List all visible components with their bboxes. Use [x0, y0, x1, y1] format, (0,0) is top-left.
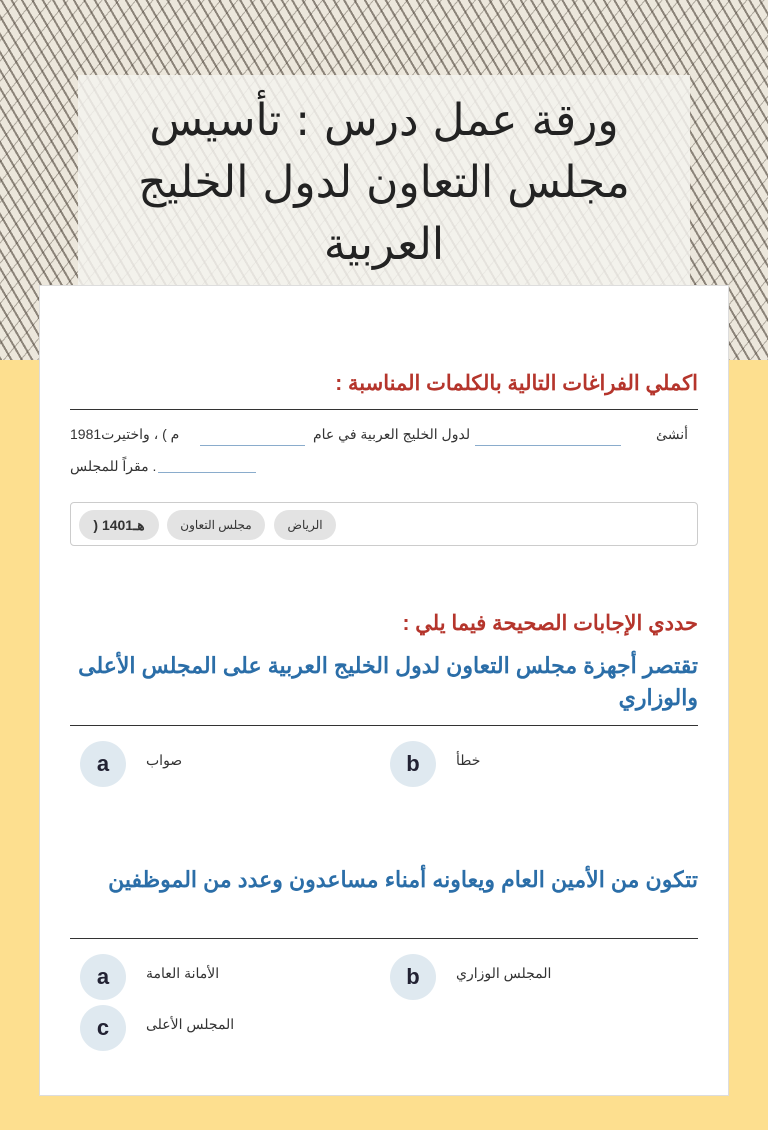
- blank-3[interactable]: [158, 453, 256, 473]
- option-label: الأمانة العامة: [146, 964, 220, 981]
- option-letter: c: [80, 1005, 126, 1051]
- option-label: خطأ: [456, 751, 481, 768]
- option-c[interactable]: [80, 1005, 234, 1051]
- option-letter: b: [390, 741, 436, 787]
- option-label: المجلس الأعلى: [146, 1015, 235, 1032]
- worksheet-card: [39, 285, 729, 1096]
- sentence-part: مقراً للمجلس .: [70, 458, 157, 474]
- option-label: صواب: [146, 751, 183, 768]
- divider: [70, 409, 698, 410]
- page-title: ورقة عمل درس : تأسيس مجلس التعاون لدول الخليج العربية: [138, 94, 630, 270]
- divider: [70, 725, 698, 726]
- option-label: المجلس الوزاري: [456, 964, 552, 981]
- option-b[interactable]: [390, 741, 480, 787]
- blank-1[interactable]: [475, 426, 621, 446]
- blank-2[interactable]: [200, 426, 305, 446]
- divider: [70, 938, 698, 939]
- word-chip[interactable]: ) هـ1401: [79, 510, 159, 540]
- section2-heading: حددي الإجابات الصحيحة فيما يلي :: [402, 612, 698, 635]
- sentence-part: لدول الخليج العربية في عام: [313, 426, 471, 442]
- word-chip[interactable]: مجلس التعاون: [167, 510, 265, 540]
- option-b[interactable]: [390, 954, 551, 1000]
- option-letter: a: [80, 741, 126, 787]
- option-a[interactable]: [80, 954, 219, 1000]
- option-letter: b: [390, 954, 436, 1000]
- sentence-part: أنشئ: [656, 426, 688, 442]
- question-2-text: تتكون من الأمين العام ويعاونه أمناء مساعدون وعدد من الموظفين: [108, 867, 698, 892]
- title-box: [78, 75, 690, 290]
- sentence-part: 1981م ) ، واختيرت: [70, 426, 180, 442]
- option-a[interactable]: [80, 741, 182, 787]
- word-bank: [70, 502, 698, 546]
- question-1-text: تقتصر أجهزة مجلس التعاون لدول الخليج العربية على المجلس الأعلى والوزاري: [78, 653, 698, 710]
- section1-heading: اكملي الفراغات التالية بالكلمات المناسبة :: [335, 372, 698, 395]
- option-letter: a: [80, 954, 126, 1000]
- word-chip[interactable]: الرياض: [274, 510, 336, 540]
